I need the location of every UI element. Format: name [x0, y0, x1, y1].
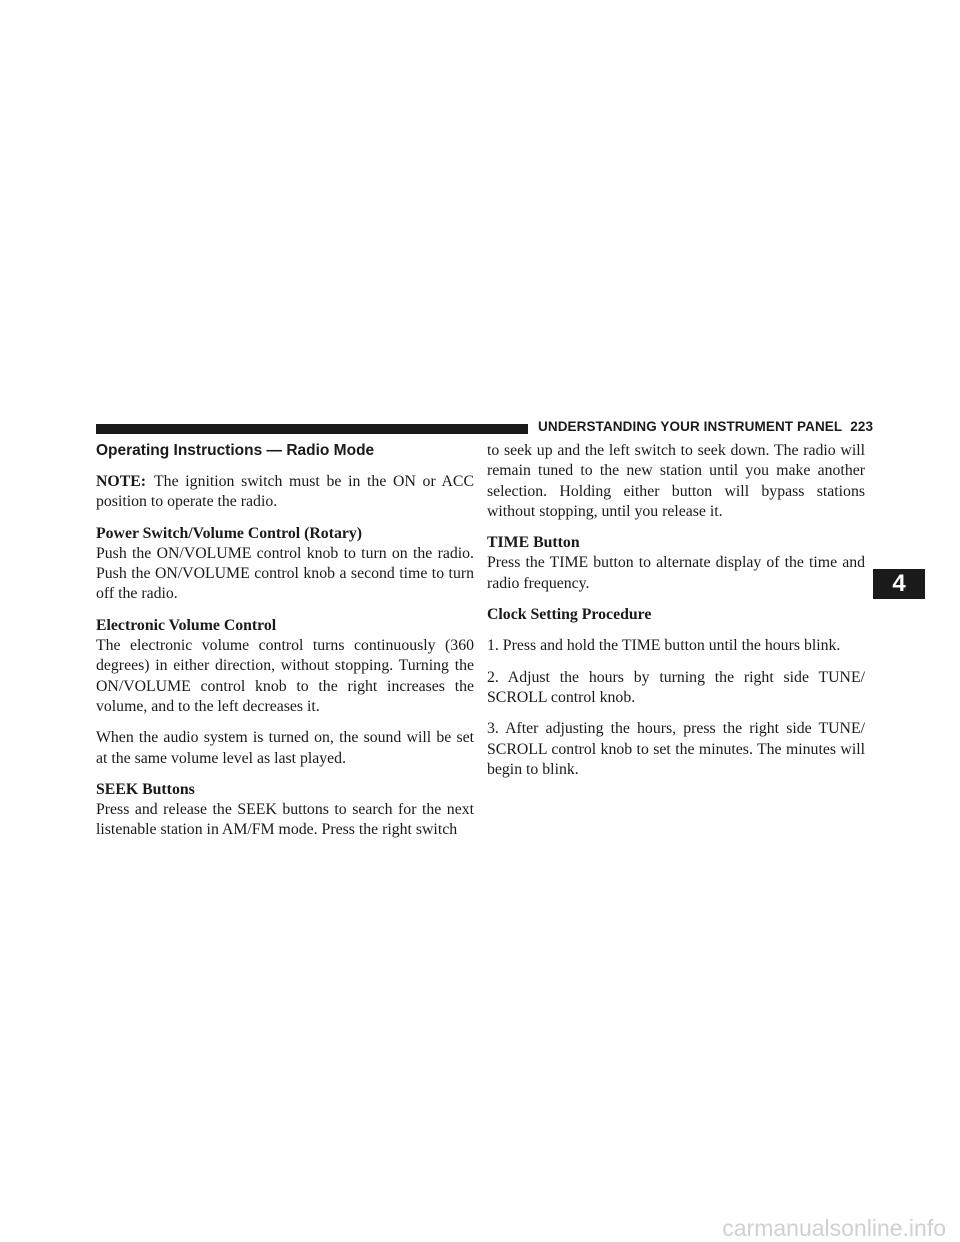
note-text: The ignition switch must be in the ON or ACC position to operate the radio.: [96, 473, 474, 511]
step-1: 1. Press and hold the TIME button until the hours blink.: [487, 637, 841, 655]
seek-text: Press and release the SEEK buttons to search for the next listenable station in AM/FM mode. Press the right switch: [96, 801, 474, 839]
running-header: [538, 419, 874, 434]
seek-heading: SEEK Buttons: [96, 780, 195, 798]
evc-text-2: When the audio system is turned on, the sound will be set at the same volume level as last played.: [96, 729, 474, 767]
time-heading: TIME Button: [487, 534, 580, 552]
section-title: Operating Instructions — Radio Mode: [96, 442, 375, 459]
chapter-tab: 4: [873, 569, 925, 599]
seek-continued: to seek up and the left switch to seek down. The radio will remain tuned to the new station until you make another selection. Holding either button will bypass stations without stopping, until you release it.: [487, 442, 865, 520]
note-paragraph: [96, 472, 474, 513]
watermark: carmanualsonline.info: [722, 1215, 946, 1241]
note-label: NOTE:: [96, 473, 147, 490]
step-2: 2. Adjust the hours by turning the right side TUNE/ SCROLL control knob.: [487, 668, 865, 706]
step-3: 3. After adjusting the hours, press the right side TUNE/ SCROLL control knob to set the minutes. The minutes will begin to blink.: [487, 720, 865, 778]
left-column: [96, 441, 474, 841]
evc-text: The electronic volume control turns continuously (360 degrees) in either direction, without stopping. Turning the ON/VOLUME control knob to the right increases the volume, and to the left decreases it.: [96, 637, 474, 715]
time-text: Press the TIME button to alternate display of the time and radio frequency.: [487, 554, 865, 592]
header-title: UNDERSTANDING YOUR INSTRUMENT PANEL: [538, 419, 843, 434]
header-rule: [96, 424, 528, 434]
power-text: Push the ON/VOLUME control knob to turn on the radio. Push the ON/VOLUME control knob a second time to turn off the radio.: [96, 544, 474, 603]
right-column: [487, 441, 865, 791]
evc-heading: Electronic Volume Control: [96, 616, 277, 634]
clock-heading: Clock Setting Procedure: [487, 606, 652, 624]
power-heading: Power Switch/Volume Control (Rotary): [96, 524, 363, 542]
page-number: 223: [850, 419, 874, 434]
